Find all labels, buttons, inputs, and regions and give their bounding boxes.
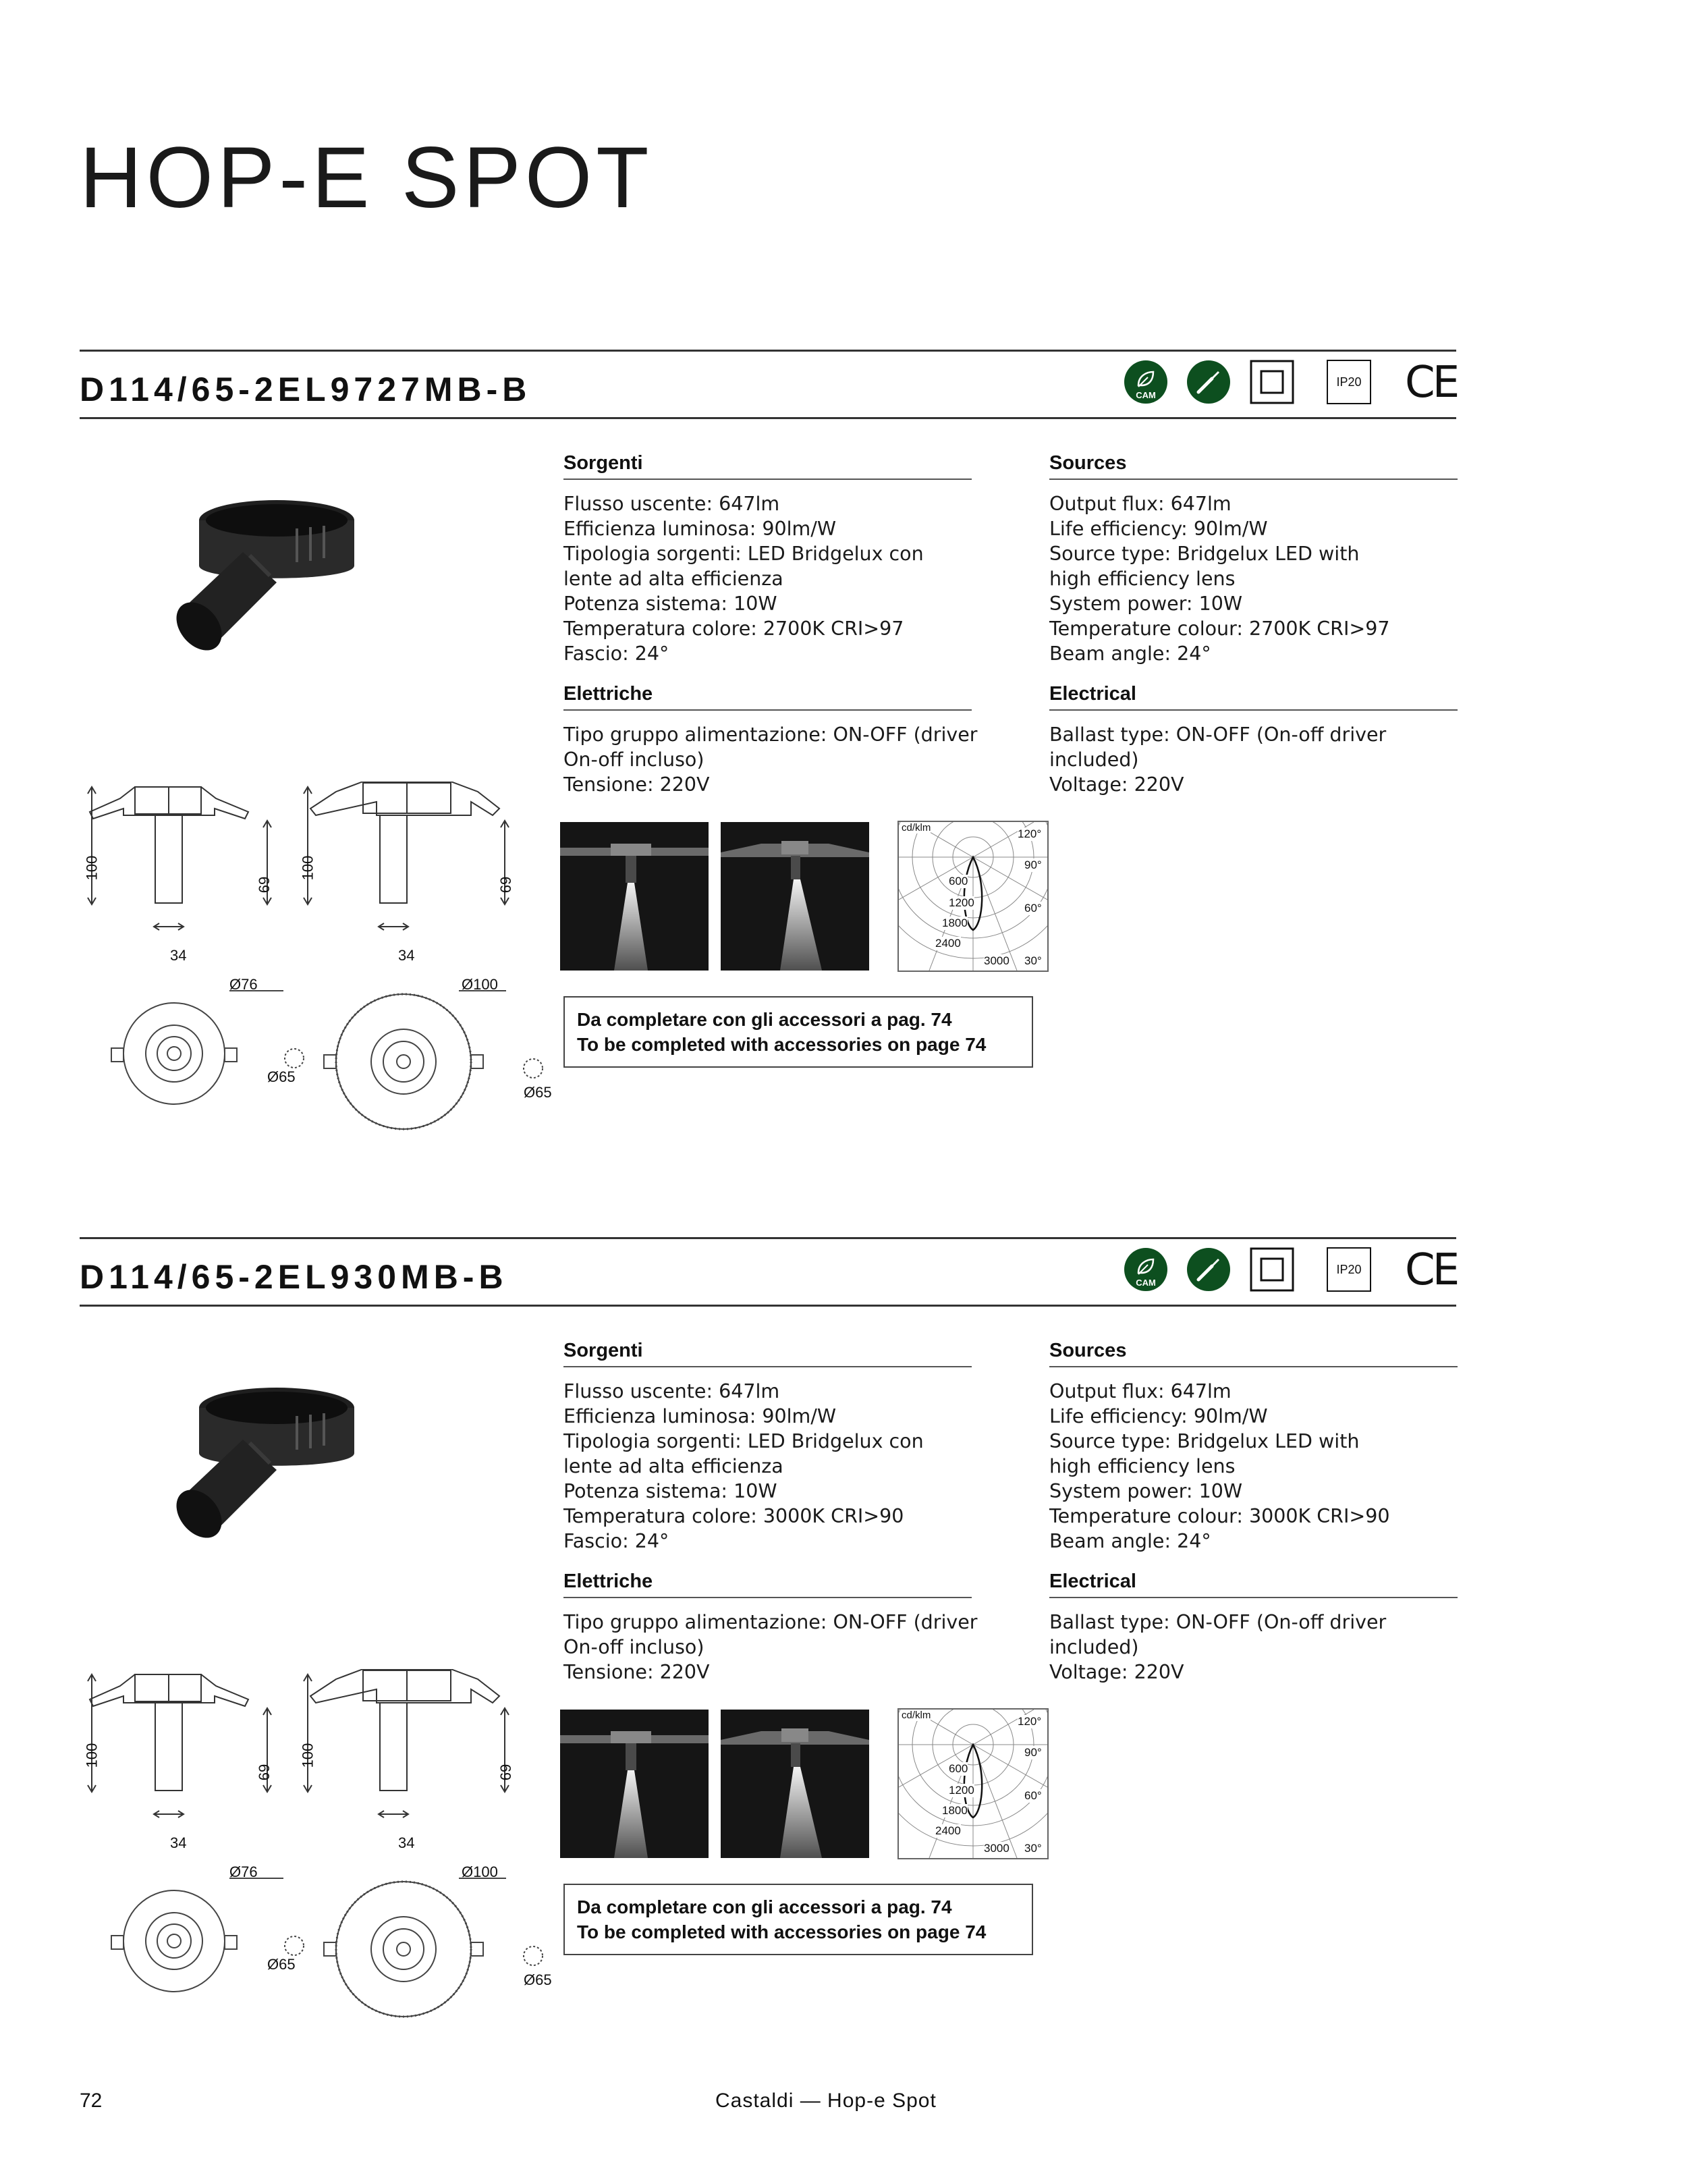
cutout-diameter: Ø65 xyxy=(524,1971,552,1988)
light-beam-photo xyxy=(721,822,869,971)
dimension-width: 34 xyxy=(170,947,187,964)
electrical-text-it: Tipo gruppo alimentazione: ON-OFF (driver On-off incluso) Tensione: 220V xyxy=(563,724,978,796)
note-english: To be completed with accessories on page 74 xyxy=(577,1921,987,1942)
electrical-heading-it: Elettriche xyxy=(563,683,972,711)
light-beam-photo xyxy=(560,1710,709,1858)
sources-heading-it: Sorgenti xyxy=(563,1340,972,1367)
electrical-text-en: Ballast type: ON-OFF (On-off driver included) Voltage: 220V xyxy=(1049,1611,1387,1683)
dimension-height-total: 100 xyxy=(83,1743,101,1768)
light-beam-image xyxy=(721,822,869,971)
diameter-large: Ø100 xyxy=(462,976,498,993)
dimension-height-body: 69 xyxy=(256,1764,273,1781)
diameter-large: Ø100 xyxy=(462,1863,498,1880)
ip-rating-text: IP20 xyxy=(1336,1263,1362,1276)
polar-unit: cd/klm xyxy=(902,822,931,834)
light-beam-image xyxy=(560,822,709,971)
polar-angle-label: 60° xyxy=(1024,1789,1042,1802)
class-two-insulation-icon xyxy=(1250,360,1294,404)
product-image xyxy=(169,1375,371,1578)
polar-angle-label: 90° xyxy=(1024,858,1042,871)
divider xyxy=(80,417,1456,419)
sources-text-en: Output flux: 647lm Life efficiency: 90lm/W Source type: Bridgelux LED with high efficiency lens System power: 10W Temperature colour: 3000K CRI>90 Beam angle: 24° xyxy=(1049,1380,1390,1552)
product-section xyxy=(0,350,1687,1227)
accessories-note xyxy=(563,1884,1033,1955)
polar-angle-label: 30° xyxy=(1024,954,1042,967)
polar-ring-label: 600 xyxy=(949,875,968,888)
cutout-diameter: Ø65 xyxy=(524,1084,552,1101)
page-number: 72 xyxy=(80,2090,103,2112)
dimension-height-total: 100 xyxy=(299,1743,316,1768)
polar-ring-label: 2400 xyxy=(935,937,961,950)
ip-rating-badge xyxy=(1327,360,1371,404)
dimension-height-body: 69 xyxy=(256,876,273,894)
divider xyxy=(80,1305,1456,1307)
polar-ring-label: 3000 xyxy=(984,1842,1010,1855)
polar-unit: cd/klm xyxy=(902,1710,931,1721)
cutout-diameter: Ø65 xyxy=(267,1068,296,1085)
sources-text-en: Output flux: 647lm Life efficiency: 90lm/W Source type: Bridgelux LED with high efficiency lens System power: 10W Temperature colour: 2700K CRI>97 Beam angle: 24° xyxy=(1049,493,1390,665)
dimension-height-body: 69 xyxy=(497,1764,515,1781)
polar-ring-label: 1800 xyxy=(942,1804,968,1817)
light-beam-image xyxy=(721,1710,869,1858)
dimension-height-total: 100 xyxy=(83,855,101,881)
electrical-text-it: Tipo gruppo alimentazione: ON-OFF (driver On-off incluso) Tensione: 220V xyxy=(563,1611,978,1683)
accessories-note xyxy=(563,996,1033,1068)
sources-heading-it: Sorgenti xyxy=(563,452,972,480)
product-code: D114/65-2EL9727MB-B xyxy=(80,371,532,408)
electrical-heading-en: Electrical xyxy=(1049,683,1458,711)
screwdriver-icon xyxy=(1186,1247,1231,1292)
polar-ring-label: 1200 xyxy=(949,896,974,909)
note-italian: Da completare con gli accessori a pag. 74 xyxy=(577,1896,952,1917)
polar-ring-label: 2400 xyxy=(935,1824,961,1837)
diameter-small: Ø76 xyxy=(229,1863,258,1880)
polar-ring-label: 1800 xyxy=(942,917,968,929)
polar-angle-label: 60° xyxy=(1024,902,1042,914)
screwdriver-icon xyxy=(1186,360,1231,404)
dimension-height-total: 100 xyxy=(299,855,316,881)
top-view-drawing xyxy=(101,984,560,1159)
electrical-text-en: Ballast type: ON-OFF (On-off driver included) Voltage: 220V xyxy=(1049,724,1387,796)
polar-angle-label: 30° xyxy=(1024,1842,1042,1855)
polar-angle-label: 90° xyxy=(1024,1746,1042,1759)
cam-label: CAM xyxy=(1136,390,1156,400)
diameter-small: Ø76 xyxy=(229,976,258,993)
electrical-heading-it: Elettriche xyxy=(563,1571,972,1598)
dimension-width: 34 xyxy=(398,1834,415,1851)
polar-ring-label: 600 xyxy=(949,1762,968,1775)
top-view-drawing xyxy=(101,1872,560,2047)
page-title: HOP-E SPOT xyxy=(80,130,653,226)
divider xyxy=(80,350,1456,352)
note-english: To be completed with accessories on page 74 xyxy=(577,1034,987,1055)
product-code: D114/65-2EL930MB-B xyxy=(80,1258,508,1296)
ip-rating-badge xyxy=(1327,1247,1371,1292)
polar-diagram xyxy=(897,1708,1049,1859)
ce-mark-icon: CE xyxy=(1405,358,1458,408)
electrical-heading-en: Electrical xyxy=(1049,1571,1458,1598)
sources-text-it: Flusso uscente: 647lm Efficienza luminosa: 90lm/W Tipologia sorgenti: LED Bridgelux con lente ad alta efficienza Potenza sistema: 10W Temperatura colore: 2700K CRI>97 Fascio: 24° xyxy=(563,493,924,665)
sources-text-it: Flusso uscente: 647lm Efficienza luminosa: 90lm/W Tipologia sorgenti: LED Bridgelux con lente ad alta efficienza Potenza sistema: 10W Temperatura colore: 3000K CRI>90 Fascio: 24° xyxy=(563,1380,924,1552)
product-image xyxy=(169,488,371,690)
polar-angle-label: 120° xyxy=(1018,1715,1042,1728)
sources-heading-en: Sources xyxy=(1049,452,1458,480)
polar-angle-label: 120° xyxy=(1018,827,1042,840)
light-beam-photo xyxy=(721,1710,869,1858)
product-section xyxy=(0,1237,1687,2114)
note-italian: Da completare con gli accessori a pag. 74 xyxy=(577,1009,952,1030)
dimension-width: 34 xyxy=(398,947,415,964)
sources-heading-en: Sources xyxy=(1049,1340,1458,1367)
class-two-insulation-icon xyxy=(1250,1247,1294,1292)
light-beam-image xyxy=(560,1710,709,1858)
polar-diagram xyxy=(897,821,1049,972)
polar-ring-label: 3000 xyxy=(984,954,1010,967)
dimension-width: 34 xyxy=(170,1834,187,1851)
polar-ring-label: 1200 xyxy=(949,1784,974,1797)
cam-label: CAM xyxy=(1136,1278,1156,1288)
light-beam-photo xyxy=(560,822,709,971)
footer-title: Castaldi — Hop-e Spot xyxy=(715,2090,937,2112)
divider xyxy=(80,1237,1456,1239)
dimension-height-body: 69 xyxy=(497,876,515,894)
ip-rating-text: IP20 xyxy=(1336,375,1362,389)
ce-mark-icon: CE xyxy=(1405,1245,1458,1295)
cutout-diameter: Ø65 xyxy=(267,1956,296,1973)
